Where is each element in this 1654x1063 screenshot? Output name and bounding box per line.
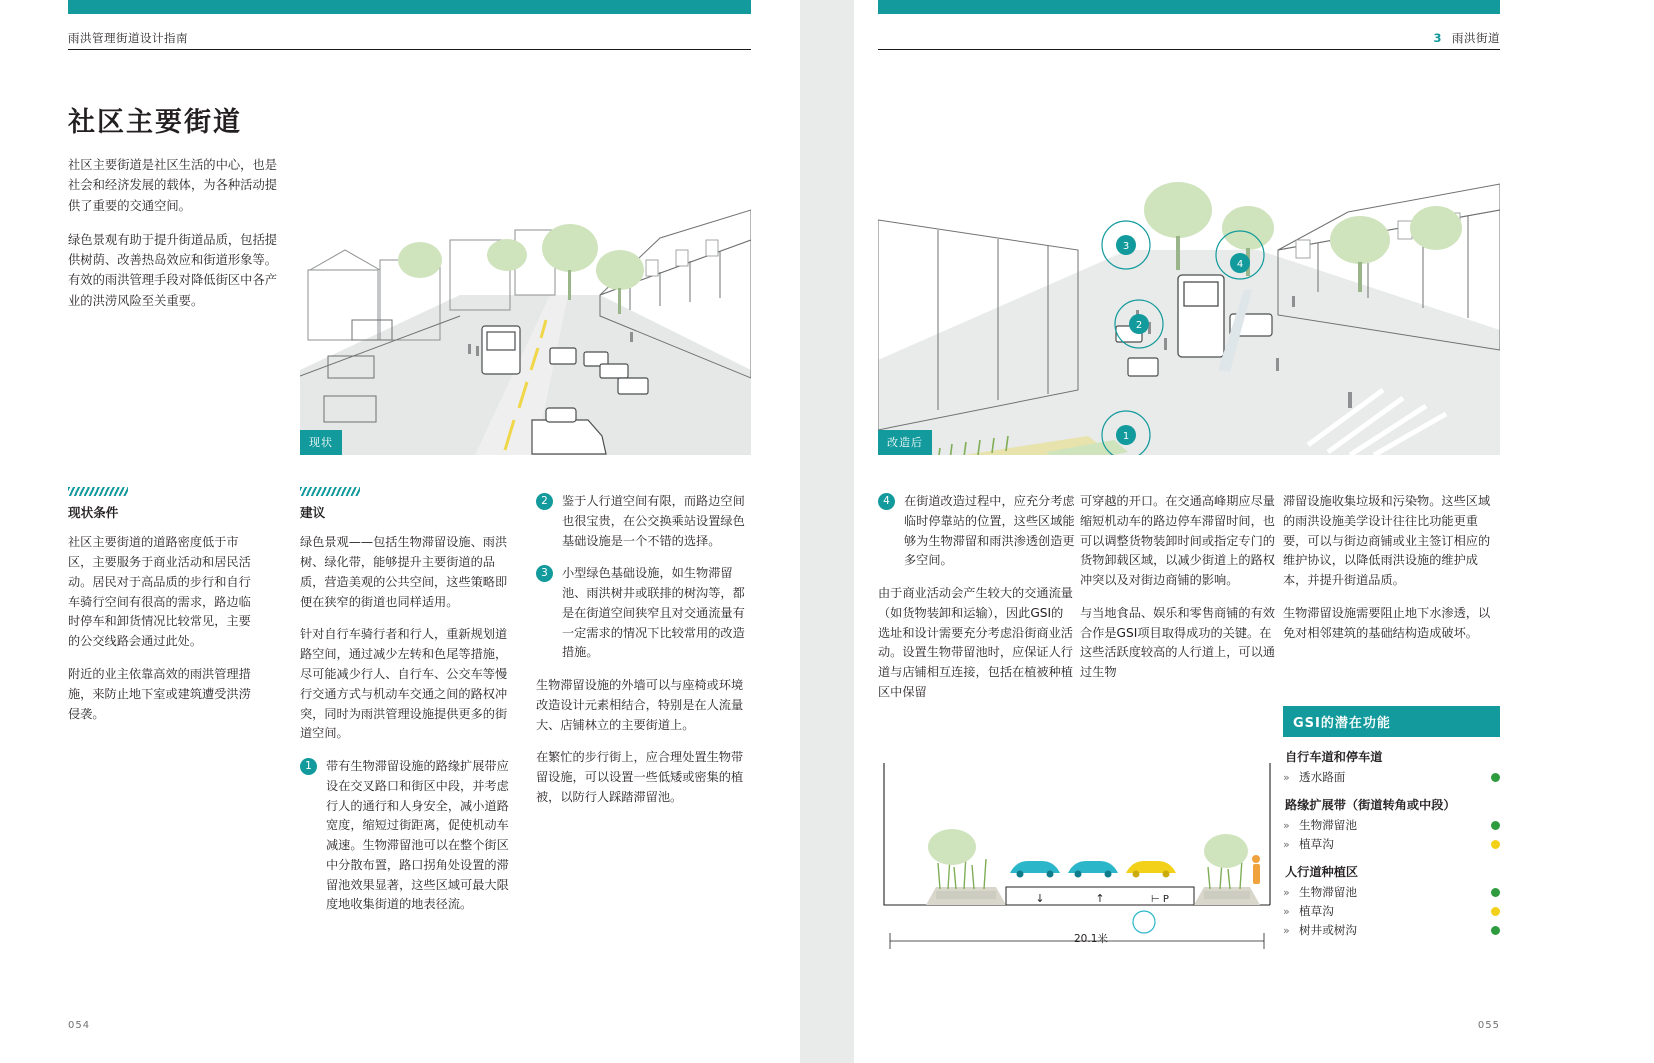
bullet-icon: » [1283, 770, 1290, 784]
numbered-item-2 [536, 492, 751, 551]
column3-p2: 在繁忙的步行街上，应合理处置生物带留设施，可以设置一些低矮或密集的植被，以防行人踩踏滞留池。 [536, 750, 744, 804]
caption-existing: 现状 [300, 430, 342, 455]
intro-paragraph-1: 社区主要街道是社区生活的中心，也是社会和经济发展的载体，为各种活动提供了重要的交通空间。 [68, 158, 278, 213]
column3-p1: 生物滞留设施的外墙可以与座椅或环境改造设计元素相结合，特别是在人流量大、店铺林立的主要街道上。 [536, 678, 744, 732]
numbered-item-4-text: 在街道改造过程中，应充分考虑临时停靠站的位置，这些区域能够为生物滞留和雨洪渗透创造更多空间。 [904, 494, 1075, 568]
intro-paragraph-2: 绿色景观有助于提升街道品质，包括提供树荫、改善热岛效应和街道形象等。有效的雨洪管理手段对降低街区中各产业的洪涝风险至关重要。 [68, 232, 278, 308]
bullet-icon: » [1283, 818, 1290, 832]
heading-recommendations: 建议 [300, 505, 326, 520]
chapter-title: 雨洪街道 [1452, 31, 1500, 45]
gsi-group-1-title: 自行车道和停车道 [1285, 750, 1383, 764]
right-col1-p1: 由于商业活动会产生较大的交通流量（如货物装卸和运输），因此GSI的选址和设计需要充分考虑沿街商业活动。设置生物带留池时，应保证人行道与店铺相互连接，包括在植被种植区中保留 [878, 586, 1073, 699]
header-bar-left [68, 0, 751, 14]
status-dot [1491, 821, 1500, 830]
gsi-item [1283, 922, 1500, 938]
column-existing-conditions [68, 487, 251, 737]
right-col2-p1: 可穿越的开口。在交通高峰期应尽量缩短机动车的路边停车滞留时间，也可以调整货物装卸时间或指定专门的货物卸载区域，以减少街道上的路权冲突以及对街边商铺的影响。 [1080, 494, 1275, 588]
gsi-item-label: 生物滞留池 [1299, 885, 1357, 899]
gsi-item-label: 树井或树沟 [1299, 923, 1357, 937]
right-col3-p2: 生物滞留设施需要阻止地下水渗透，以免对相邻建筑的基础结构造成破坏。 [1283, 605, 1491, 640]
gsi-item-label: 植草沟 [1299, 837, 1334, 851]
header-bar-right [878, 0, 1500, 14]
column-right-3 [1283, 492, 1500, 656]
header-rule-left [68, 49, 751, 50]
gsi-item [1283, 769, 1500, 785]
existing-conditions-p2: 附近的业主依靠高效的雨洪管理措施，来防止地下室或建筑遭受洪涝侵袭。 [68, 666, 251, 721]
heading-existing-conditions: 现状条件 [68, 505, 119, 520]
street-section-diagram [878, 755, 1278, 970]
folio-left: 054 [68, 1020, 91, 1031]
column-right-1 [878, 492, 1075, 716]
number-badge-3: 3 [536, 565, 553, 582]
column-recommendations-continued [536, 492, 751, 821]
chapter-number: 3 [1433, 31, 1442, 45]
running-head-right [1433, 30, 1500, 46]
dimension-label: 20.1米 [1074, 933, 1108, 945]
hero-illustration-existing [300, 120, 751, 455]
page-title: 社区主要街道 [68, 107, 242, 138]
status-dot [1491, 840, 1500, 849]
svg-text:⊢ P: ⊢ P [1151, 894, 1169, 905]
gsi-panel-title: GSI的潜在功能 [1283, 706, 1500, 737]
status-dot [1491, 773, 1500, 782]
gsi-functions-panel [1283, 706, 1500, 941]
gsi-group-2-title: 路缘扩展带（街道转角或中段） [1285, 798, 1456, 812]
svg-text:4: 4 [1236, 259, 1244, 270]
numbered-item-1-text: 带有生物滞留设施的路缘扩展带应设在交叉路口和街区中段，并考虑行人的通行和人身安全，减小道路宽度，缩短过街距离，促使机动车减速。生物滞留池可以在整个街区中分散布置，路口拐角处设置的滞留池效果显著，这些区域可最大限度地收集街道的地表径流。 [326, 759, 509, 912]
status-dot [1491, 888, 1500, 897]
running-head-left: 雨洪管理街道设计指南 [68, 31, 188, 45]
numbered-item-4 [878, 492, 1075, 571]
svg-text:↓: ↓ [1035, 892, 1045, 905]
svg-text:1: 1 [1122, 431, 1130, 442]
folio-right: 055 [1477, 1020, 1500, 1031]
gsi-item [1283, 903, 1500, 919]
bullet-icon: » [1283, 837, 1290, 851]
numbered-item-3 [536, 564, 751, 663]
gsi-item-label: 透水路面 [1299, 770, 1346, 784]
svg-text:2: 2 [1135, 320, 1143, 331]
caption-proposed: 改造后 [878, 430, 932, 455]
hero-illustration-proposed [878, 100, 1500, 455]
recommendations-p2: 针对自行车骑行者和行人，重新规划道路空间，通过减少左转和色尾等措施，尽可能减少行人、自行车、公交车等慢行交通方式与机动车交通之间的路权冲突，同时为雨洪管理设施提供更多的街道空间。 [300, 627, 508, 741]
recommendations-p1: 绿色景观——包括生物滞留设施、雨洪树、绿化带，能够提升主要街道的品质，营造美观的公共空间，这些策略即便在狭窄的街道也同样适用。 [300, 535, 508, 609]
existing-conditions-p1: 社区主要街道的道路密度低于市区，主要服务于商业活动和居民活动。居民对于高品质的步行和自行车骑行空间有很高的需求，路边临时停车和卸货情况比较常见，主要的公交线路会通过此处。 [68, 535, 251, 649]
page-gutter [800, 0, 854, 1063]
number-badge-2: 2 [536, 493, 553, 510]
gsi-item [1283, 817, 1500, 833]
number-badge-4: 4 [878, 493, 895, 510]
number-badge-1: 1 [300, 758, 317, 775]
intro-text [68, 155, 283, 325]
svg-text:3: 3 [1122, 241, 1130, 252]
right-col2-p2: 与当地食品、娱乐和零售商铺的有效合作是GSI项目取得成功的关键。在这些活跃度较高的人行道上，可以通过生物 [1080, 605, 1275, 680]
gsi-item-label: 植草沟 [1299, 904, 1334, 918]
hatch-rule-2 [300, 487, 360, 496]
right-col3-p1: 滞留设施收集垃圾和污染物。这些区域的雨洪设施美学设计往往比功能更重要，可以与街边商铺或业主签订相应的维护协议，以降低雨洪设施的维护成本，并提升街道品质。 [1283, 494, 1491, 588]
status-dot [1491, 907, 1500, 916]
bullet-icon: » [1283, 885, 1290, 899]
svg-text:↑: ↑ [1095, 892, 1105, 905]
gsi-item [1283, 836, 1500, 852]
bullet-icon: » [1283, 923, 1290, 937]
column-right-2 [1080, 492, 1277, 696]
status-dot [1491, 926, 1500, 935]
bullet-icon: » [1283, 904, 1290, 918]
gsi-item [1283, 884, 1500, 900]
gsi-item-label: 生物滞留池 [1299, 818, 1357, 832]
column-recommendations [300, 487, 515, 928]
header-rule-right [878, 49, 1500, 50]
hatch-rule-1 [68, 487, 128, 496]
numbered-item-1 [300, 757, 515, 915]
numbered-item-2-text: 鉴于人行道空间有限，而路边空间也很宝贵，在公交换乘站设置绿色基础设施是一个不错的选择。 [562, 494, 745, 548]
numbered-item-3-text: 小型绿色基础设施，如生物滞留池、雨洪树井或联排的树沟等，都是在街道空间狭窄且对交通流量有一定需求的情况下比较常用的改造措施。 [562, 566, 745, 660]
gsi-group-3-title: 人行道种植区 [1285, 865, 1359, 879]
